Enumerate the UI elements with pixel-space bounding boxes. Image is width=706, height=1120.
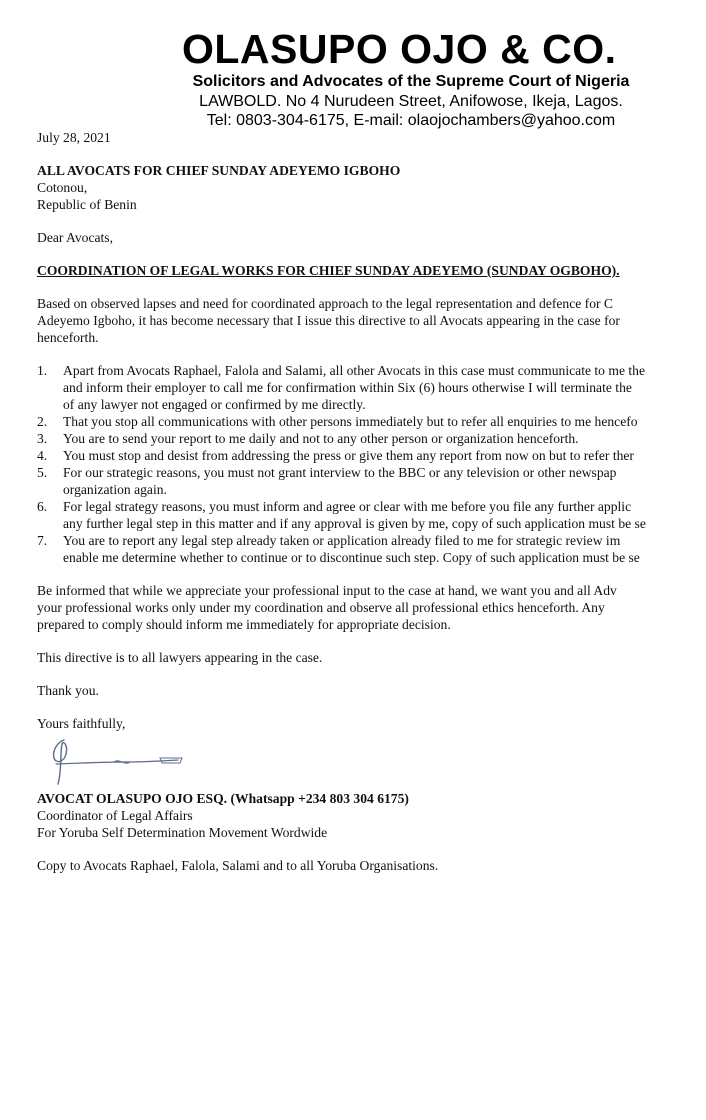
directive-item <box>37 413 706 430</box>
directive-number: 1. <box>37 363 48 378</box>
directive-line: of any lawyer not engaged or confirmed by me directly. <box>63 397 366 412</box>
intro-line: Based on observed lapses and need for coordinated approach to the legal representation and defence for C <box>37 296 613 311</box>
directive-line: any further legal step in this matter and if any approval is given by me, copy of such application must be se <box>63 516 646 531</box>
letter-subject: COORDINATION OF LEGAL WORKS FOR CHIEF SUNDAY ADEYEMO (SUNDAY OGBOHO). <box>37 263 620 278</box>
directive-line: You are to send your report to me daily and not to any other person or organization henceforth. <box>63 431 579 446</box>
recipient-city: Cotonou, <box>37 180 88 195</box>
directive-number: 3. <box>37 431 48 446</box>
directive-line: For our strategic reasons, you must not grant interview to the BBC or any television or other newspap <box>63 465 617 480</box>
directive-line: You are to report any legal step already taken or application already filed to me for strategic review im <box>63 533 621 548</box>
directive-item <box>37 532 706 566</box>
directive-number: 6. <box>37 499 48 514</box>
signatory-organization: For Yoruba Self Determination Movement Wordwide <box>37 825 328 840</box>
directive-item <box>37 447 706 464</box>
signatory-title: Coordinator of Legal Affairs <box>37 808 193 823</box>
salutation: Dear Avocats, <box>37 230 113 245</box>
signatory-name: AVOCAT OLASUPO OJO ESQ. (Whatsapp +234 803 304 6175) <box>37 791 409 806</box>
letter-date: July 28, 2021 <box>37 130 111 145</box>
copy-to: Copy to Avocats Raphael, Falola, Salami and to all Yoruba Organisations. <box>37 858 439 873</box>
directive-line: For legal strategy reasons, you must inform and agree or clear with me before you file any further applic <box>63 499 632 514</box>
thanks: Thank you. <box>37 683 99 698</box>
valediction: Yours faithfully, <box>37 716 126 731</box>
intro-line: Adeyemo Igboho, it has become necessary that I issue this directive to all Avocats appearing in the case for <box>37 313 620 328</box>
directive-item <box>37 498 706 532</box>
directive-line: Apart from Avocats Raphael, Falola and Salami, all other Avocats in this case must communicate to me the <box>63 363 645 378</box>
closing-paragraph <box>37 582 706 633</box>
directive-item <box>37 362 706 413</box>
intro-paragraph <box>37 295 706 346</box>
directive-item <box>37 464 706 498</box>
firm-contact: Tel: 0803-304-6175, E-mail: olaojochambers@yahoo.com <box>206 112 616 129</box>
directive-line: and inform their employer to call me for confirmation within Six (6) hours otherwise I will terminate the <box>63 380 632 395</box>
closing-line: your professional works only under my coordination and observe all professional ethics henceforth. Any <box>37 600 605 615</box>
directive-number: 4. <box>37 448 48 463</box>
recipient-name: ALL AVOCATS FOR CHIEF SUNDAY ADEYEMO IGBOHO <box>37 163 401 178</box>
directive-line: That you stop all communications with other persons immediately but to refer all enquiries to me hencefo <box>63 414 638 429</box>
firm-address: LAWBOLD. No 4 Nurudeen Street, Anifowose, Ikeja, Lagos. <box>199 93 623 110</box>
directive-note: This directive is to all lawyers appearing in the case. <box>37 650 323 665</box>
directive-number: 7. <box>37 533 48 548</box>
directive-line: organization again. <box>63 482 167 497</box>
directives-list <box>37 362 706 566</box>
directive-number: 5. <box>37 465 48 480</box>
firm-name: OLASUPO OJO & CO. <box>182 26 617 72</box>
intro-line: henceforth. <box>37 330 99 345</box>
directive-item <box>37 430 706 447</box>
directive-number: 2. <box>37 414 48 429</box>
closing-line: Be informed that while we appreciate your professional input to the case at hand, we want you and all Adv <box>37 583 617 598</box>
handwritten-signature <box>50 736 190 792</box>
firm-subtitle: Solicitors and Advocates of the Supreme Court of Nigeria <box>192 73 630 90</box>
directive-line: You must stop and desist from addressing the press or give them any report from now on but to refer ther <box>63 448 634 463</box>
directive-line: enable me determine whether to continue or to discontinue such step. Copy of such application must be se <box>63 550 640 565</box>
closing-line: prepared to comply should inform me immediately for appropriate decision. <box>37 617 451 632</box>
recipient-country: Republic of Benin <box>37 197 137 212</box>
